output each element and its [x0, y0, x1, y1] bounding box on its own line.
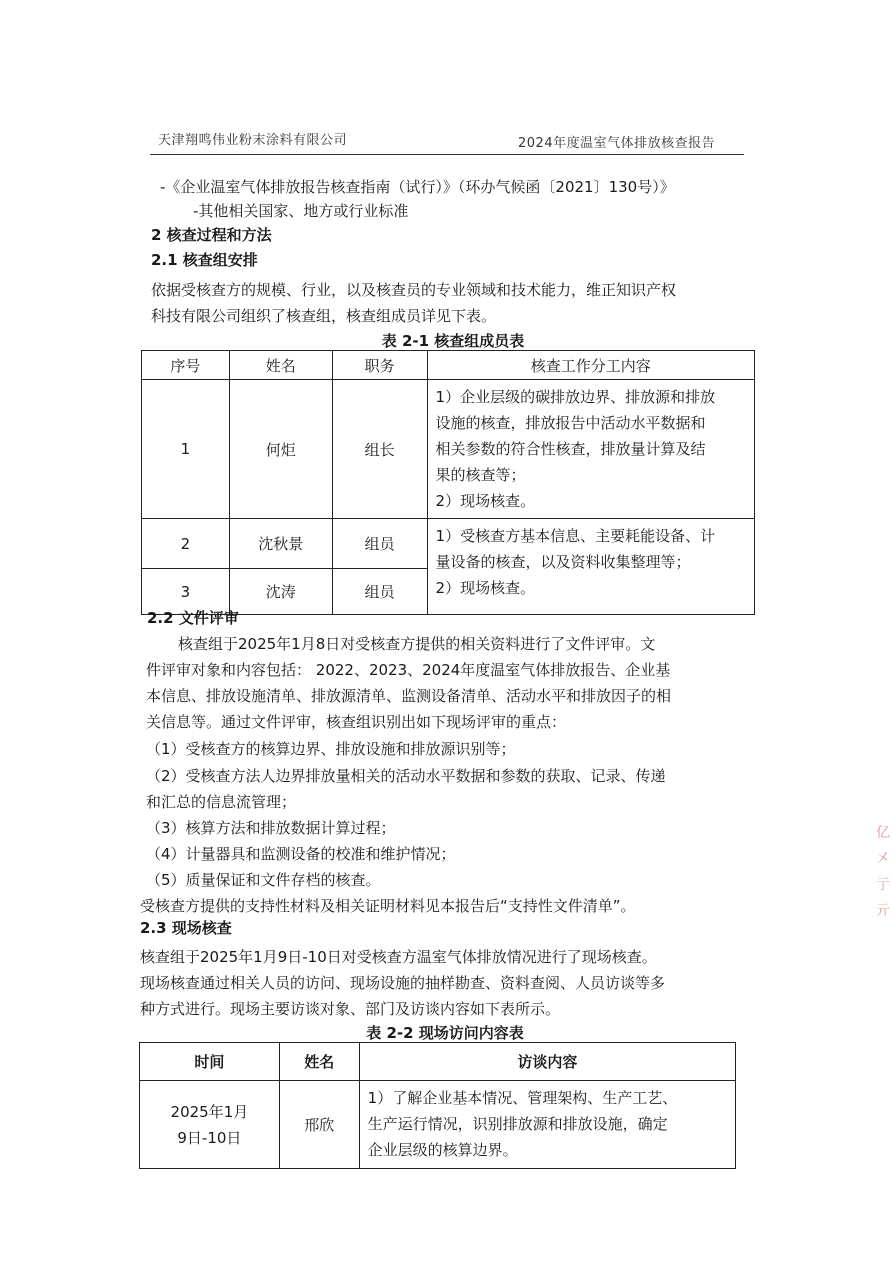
s22-line: （2）受核查方法人边界排放量相关的活动水平数据和参数的获取、记录、传递	[146, 767, 666, 785]
duty-line: 量设备的核查，以及资料收集整理等；	[435, 553, 691, 571]
margin-mark-char: 亓	[876, 903, 890, 919]
s22-line: 核查组于2025年1月8日对受核查方提供的相关资料进行了文件评审。文	[178, 635, 656, 653]
section-2-1-title: 2.1 核查组安排	[151, 251, 258, 269]
duty-line: 设施的核查，排放报告中活动水平数据和	[435, 414, 706, 432]
table-header-cell: 序号	[142, 351, 230, 380]
s21-paragraph-line-2: 科技有限公司组织了核查组，核查组成员详见下表。	[151, 307, 497, 325]
member-name: 沈秋景	[229, 519, 332, 569]
reference-item-1: -《企业温室气体排放报告核查指南（试行）》（环办气候函〔2021〕130号）》	[160, 178, 675, 196]
table-row	[140, 1081, 736, 1169]
s22-line: （5）质量保证和文件存档的核查。	[146, 871, 381, 889]
s22-line: 件评审对象和内容包括： 2022、2023、2024年度温室气体排放报告、企业基	[146, 661, 671, 679]
duty-line: 1）企业层级的碳排放边界、排放源和排放	[435, 388, 716, 406]
s23-line: 核查组于2025年1月9日-10日对受核查方温室气体排放情况进行了现场核查。	[140, 948, 657, 966]
header-company: 天津翔鸣伟业粉末涂料有限公司	[158, 133, 348, 148]
margin-stamp-bleed	[876, 820, 888, 924]
table-2-2-header-row	[140, 1043, 736, 1081]
table-header-cell: 职务	[332, 351, 427, 380]
table-header-cell: 访谈内容	[359, 1043, 735, 1081]
s23-line: 现场核查通过相关人员的访问、现场设施的抽样勘查、资料查阅、人员访谈等多	[140, 974, 666, 992]
header-rule	[150, 154, 744, 155]
s21-paragraph-line-1: 依据受核查方的规模、行业，以及核查员的专业领域和技术能力，维正知识产权	[151, 281, 677, 299]
table-2-2-caption: 表 2-2 现场访问内容表	[366, 1024, 524, 1042]
table-2-1	[141, 350, 755, 615]
table-header-cell: 时间	[140, 1043, 280, 1081]
time-line: 9日-10日	[177, 1128, 242, 1147]
duty-line: 2）现场核查。	[435, 492, 536, 510]
table-row	[142, 380, 755, 519]
member-duty	[427, 380, 754, 519]
member-duty-shared	[427, 519, 754, 615]
s22-line: 受核查方提供的支持性材料及相关证明材料见本报告后“支持性文件清单”。	[140, 897, 636, 915]
time-line: 2025年1月	[170, 1102, 249, 1121]
section-2-2-title: 2.2 文件评审	[147, 609, 239, 627]
s22-line: （3）核算方法和排放数据计算过程；	[146, 819, 396, 837]
content-line: 企业层级的核算边界。	[367, 1141, 518, 1159]
interviewee-name: 邢欣	[279, 1081, 359, 1169]
duty-line: 果的核查等；	[435, 466, 526, 484]
s22-line: 和汇总的信息流管理；	[146, 793, 297, 811]
interview-content	[359, 1081, 735, 1169]
s23-line: 种方式进行。现场主要访谈对象、部门及访谈内容如下表所示。	[140, 1000, 561, 1018]
member-no: 1	[142, 380, 230, 519]
section-2-3-title: 2.3 现场核查	[140, 919, 232, 937]
member-no: 2	[142, 519, 230, 569]
table-header-cell: 姓名	[229, 351, 332, 380]
duty-line: 1）受核查方基本信息、主要耗能设备、计	[435, 527, 716, 545]
member-role: 组长	[332, 380, 427, 519]
s22-line: （4）计量器具和监测设备的校准和维护情况；	[146, 845, 456, 863]
margin-mark-char: 亿	[876, 825, 890, 841]
member-name: 何炬	[229, 380, 332, 519]
member-name: 沈涛	[229, 569, 332, 615]
s22-line: 关信息等。通过文件评审，核查组识别出如下现场评审的重点：	[146, 713, 567, 731]
table-header-cell: 核查工作分工内容	[427, 351, 754, 380]
margin-mark-char: 亍	[876, 877, 890, 893]
content-line: 生产运行情况，识别排放源和排放设施，确定	[367, 1115, 668, 1133]
table-row	[142, 519, 755, 569]
table-2-1-caption: 表 2-1 核查组成员表	[381, 332, 525, 350]
table-2-2	[139, 1042, 736, 1169]
table-2-1-header-row	[142, 351, 755, 380]
header-report-title: 2024年度温室气体排放核查报告	[518, 136, 716, 151]
duty-line: 2）现场核查。	[435, 579, 536, 597]
content-line: 1）了解企业基本情况、管理架构、生产工艺、	[367, 1089, 678, 1107]
s22-line: （1）受核查方的核算边界、排放设施和排放源识别等；	[146, 740, 516, 758]
table-header-cell: 姓名	[279, 1043, 359, 1081]
margin-mark-char: 㐅	[876, 851, 890, 867]
member-role: 组员	[332, 569, 427, 615]
section-2-title: 2 核查过程和方法	[151, 226, 272, 244]
interview-time	[140, 1081, 280, 1169]
member-no: 3	[142, 569, 230, 615]
s22-line: 本信息、排放设施清单、排放源清单、监测设备清单、活动水平和排放因子的相	[146, 687, 672, 705]
member-role: 组员	[332, 519, 427, 569]
duty-line: 相关参数的符合性核查，排放量计算及结	[435, 440, 706, 458]
reference-item-2: -其他相关国家、地方或行业标准	[193, 202, 409, 220]
